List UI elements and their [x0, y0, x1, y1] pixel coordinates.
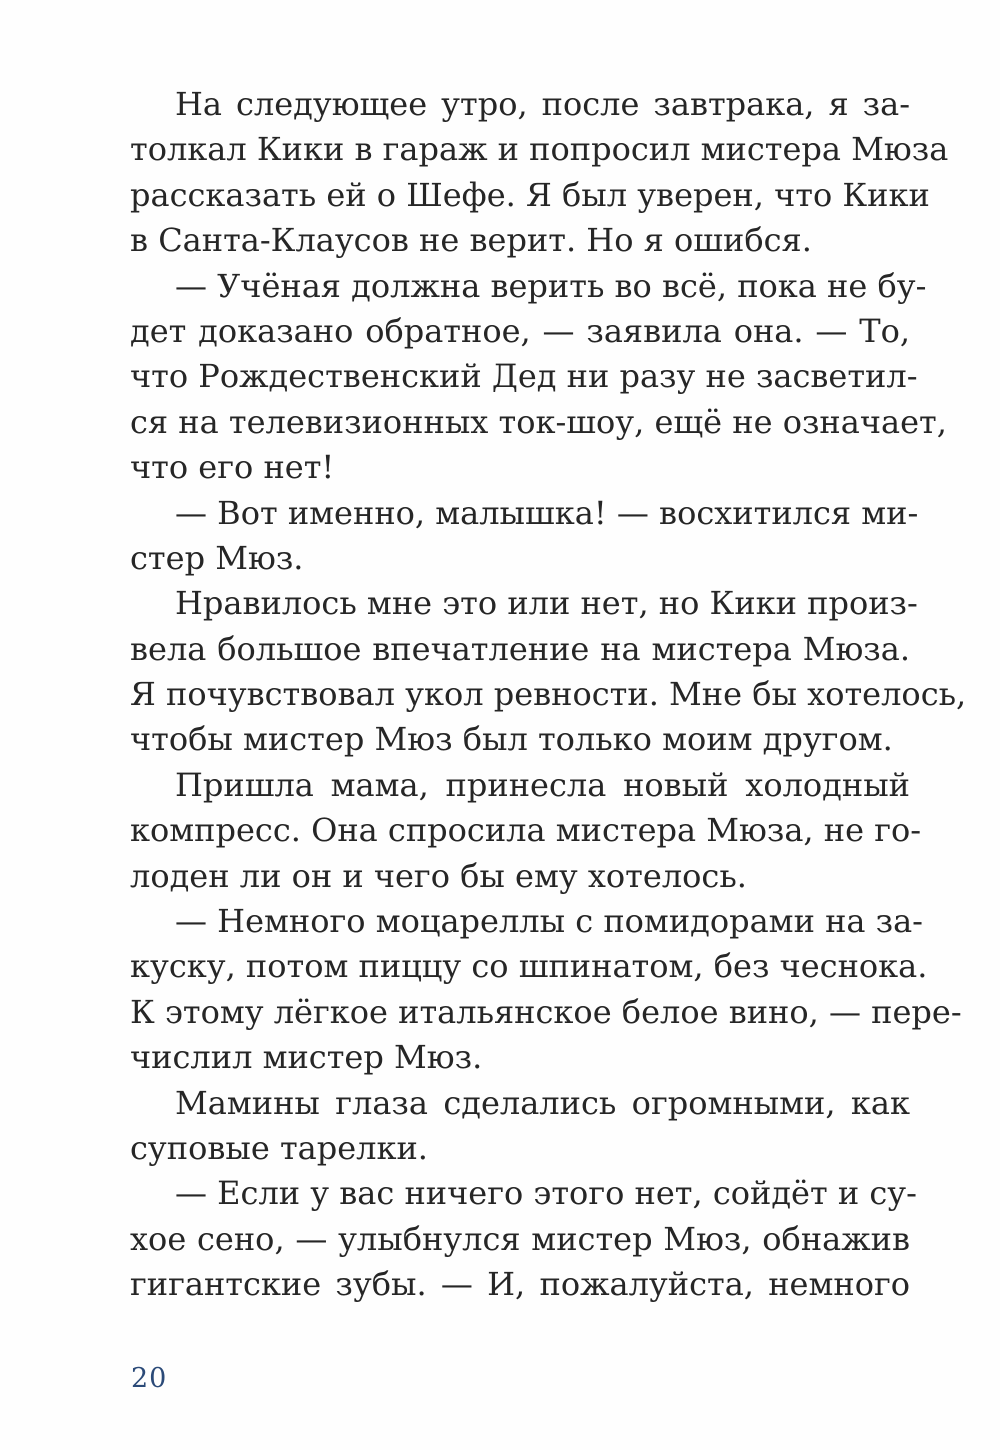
text-line: — Немного моцареллы с помидорами на за-: [175, 902, 923, 941]
text-line: в Санта-Клаусов не верит. Но я ошибся.: [130, 221, 812, 260]
text-line: дет доказано обратное, — заявила она. — То,: [130, 311, 910, 350]
text-line: числил мистер Мюз.: [130, 1038, 483, 1077]
text-line: — Учёная должна верить во всё, пока не бу-: [175, 266, 927, 305]
text-line: стер Мюз.: [130, 538, 304, 577]
text-line: Я почувствовал укол ревности. Мне бы хотелось,: [130, 675, 967, 714]
text-line: хое сено, — улыбнулся мистер Мюз, обнажив: [130, 1219, 910, 1258]
text-line: что Рождественский Дед ни разу не засветил-: [130, 357, 918, 396]
text-line: рассказать ей о Шефе. Я был уверен, что Кики: [130, 175, 930, 214]
text-line: К этому лёгкое итальянское белое вино, — пере-: [130, 992, 962, 1031]
text-line: компресс. Она спросила мистера Мюза, не го-: [130, 811, 922, 850]
text-line: ся на телевизионных ток-шоу, ещё не означает,: [130, 402, 947, 441]
text-line: — Если у вас ничего этого нет, сойдёт и су-: [175, 1174, 917, 1213]
text-line: На следующее утро, после завтрака, я за-: [175, 85, 910, 123]
text-line: вела большое впечатление на мистера Мюза.: [130, 629, 910, 668]
text-line: Нравилось мне это или нет, но Кики произ-: [175, 584, 918, 623]
text-line: лоден ли он и чего бы ему хотелось.: [130, 856, 747, 895]
text-line: суповые тарелки.: [130, 1128, 428, 1167]
body-text: [130, 82, 967, 1308]
text-line: Пришла мама, принесла новый холодный: [175, 765, 910, 804]
text-line: чтобы мистер Мюз был только моим другом.: [130, 720, 893, 759]
text-line: куску, потом пиццу со шпинатом, без чеснока.: [130, 947, 928, 986]
text-line: — Вот именно, малышка! — восхитился ми-: [175, 493, 919, 532]
text-line: гигантские зубы. — И, пожалуйста, немного: [130, 1265, 910, 1304]
text-line: что его нет!: [130, 448, 335, 487]
text-line: Мамины глаза сделались огромными, как: [175, 1083, 910, 1122]
page-number: 20: [131, 1363, 168, 1394]
text-line: толкал Кики в гараж и попросил мистера Мюза: [130, 130, 949, 169]
